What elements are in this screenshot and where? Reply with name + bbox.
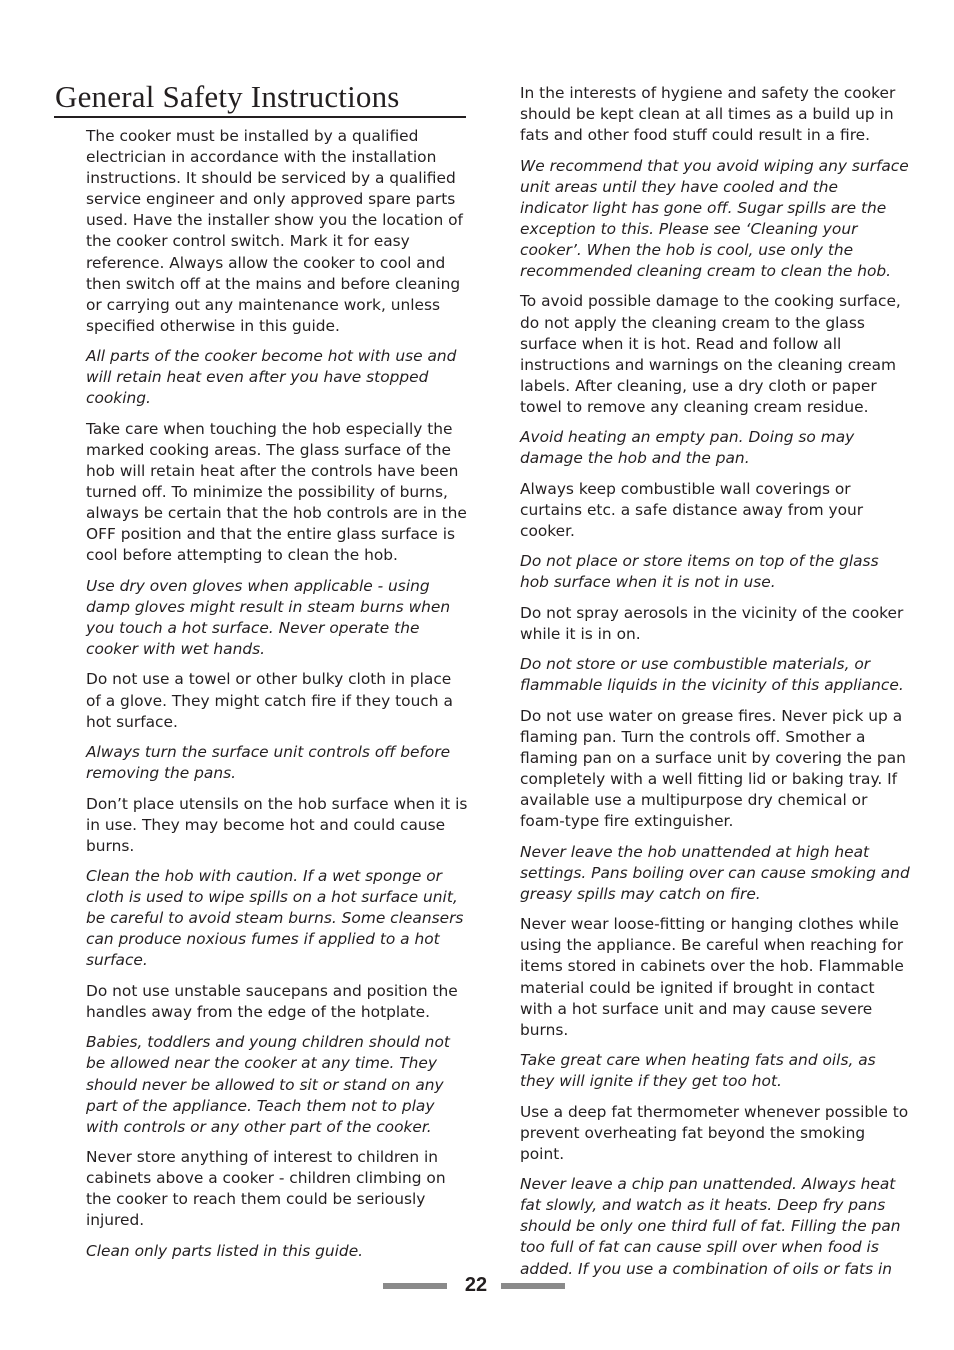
paragraph: All parts of the cooker become hot with use and will retain heat even after you have stopped cooking. [86,347,457,408]
paragraph: Do not place or store items on top of the glass hob surface when it is not in use. [520,552,879,592]
paragraph: Avoid heating an empty pan. Doing so may damage the hob and the pan. [520,428,855,468]
paragraph: Clean only parts listed in this guide. [86,1241,364,1260]
right-column [520,83,910,1289]
paragraph: Do not use water on grease fires. Never pick up a flaming pan. Turn the controls off. Smother a flaming pan on a surface unit by covering the pan completely with a well fitting lid or baking tray. If available use a multipurpose dry chemical or foam-type fire extinguisher. [520,706,906,831]
footer-bar-left [383,1283,447,1289]
paragraph: We recommend that you avoid wiping any surface unit areas until they have cooled and the indicator light has gone off. Sugar spills are the exception to this. Please see ‘Cleaning your cooker’. When the hob is cool, use only the recommended cleaning cream to clean the hob. [520,156,909,281]
paragraph: Do not use unstable saucepans and position the handles away from the edge of the hotplate. [86,981,458,1021]
paragraph: Take great care when heating fats and oils, as they will ignite if they get too hot. [520,1051,876,1091]
paragraph: Never store anything of interest to children in cabinets above a cooker - children climbing on the cooker to reach them could be seriously injured. [86,1148,446,1230]
paragraph: Never leave the hob unattended at high heat settings. Pans boiling over can cause smoking and greasy spills may catch on fire. [520,842,910,903]
paragraph: In the interests of hygiene and safety the cooker should be kept clean at all times as a build up in fats and other food stuff could result in a fire. [520,84,896,145]
paragraph: Do not spray aerosols in the vicinity of the cooker while it is in on. [520,603,904,643]
paragraph: Always turn the surface unit controls off before removing the pans. [86,743,451,783]
paragraph: Clean the hob with caution. If a wet sponge or cloth is used to wipe spills on a hot surface unit, be careful to avoid steam burns. Some cleansers can produce noxious fumes if applied to a hot surface. [86,867,464,970]
page-title: General Safety Instructions [55,79,400,114]
paragraph: Do not use a towel or other bulky cloth in place of a glove. They might catch fire if they touch a hot surface. [86,670,453,731]
paragraph: Never wear loose-fitting or hanging clothes while using the appliance. Be careful when reaching for items stored in cabinets over the hob. Flammable material could be ignited if brought in contact with a hot surface unit and may cause severe burns. [520,915,904,1039]
page-number: 22 [464,1274,488,1296]
paragraph: Take care when touching the hob especially the marked cooking areas. The glass surface of the hob will retain heat after the controls have been turned off. To minimize the possibility of burns, always be certain that the hob controls are in the OFF position and that the entire glass surface is cool before attempting to clean the hob. [86,419,467,565]
paragraph: Never leave a chip pan unattended. Always heat fat slowly, and watch as it heats. Deep fry pans should be only one third full of fat. Filling the pan too full of fat can cause spill over when food is added. If you use a combination of oils or fats in [520,1175,901,1278]
left-column [86,126,470,1271]
title-underline [54,116,466,118]
paragraph: Do not store or use combustible materials, or flammable liquids in the vicinity of this appliance. [520,655,904,695]
paragraph: To avoid possible damage to the cooking surface, do not apply the cleaning cream to the glass surface when it is hot. Read and follow all instructions and warnings on the cleaning cream labels. After cleaning, use a dry cloth or paper towel to remove any cleaning cream residue. [520,292,901,416]
paragraph: Use a deep fat thermometer whenever possible to prevent overheating fat beyond the smoking point. [520,1102,909,1163]
paragraph: Use dry oven gloves when applicable - using damp gloves might result in steam burns when you touch a hot surface. Never operate the cooker with wet hands. [86,576,451,659]
paragraph: Don’t place utensils on the hob surface when it is in use. They may become hot and could cause burns. [86,794,468,855]
paragraph: Babies, toddlers and young children should not be allowed near the cooker at any time. They should never be allowed to sit or stand on any part of the appliance. Teach them not to play with controls or any other part of the cooker. [86,1033,450,1136]
paragraph: Always keep combustible wall coverings or curtains etc. a safe distance away from your cooker. [520,479,864,540]
footer-bar-right [501,1283,565,1289]
paragraph: The cooker must be installed by a qualified electrician in accordance with the installation instructions. It should be serviced by a qualified service engineer and only approved spare parts used. Have the installer show you the location of the cooker control switch. Mark it for easy reference. Always allow the cooker to cool and then switch off at the mains and before cleaning or carrying out any maintenance work, unless specified otherwise in this guide. [86,127,463,335]
